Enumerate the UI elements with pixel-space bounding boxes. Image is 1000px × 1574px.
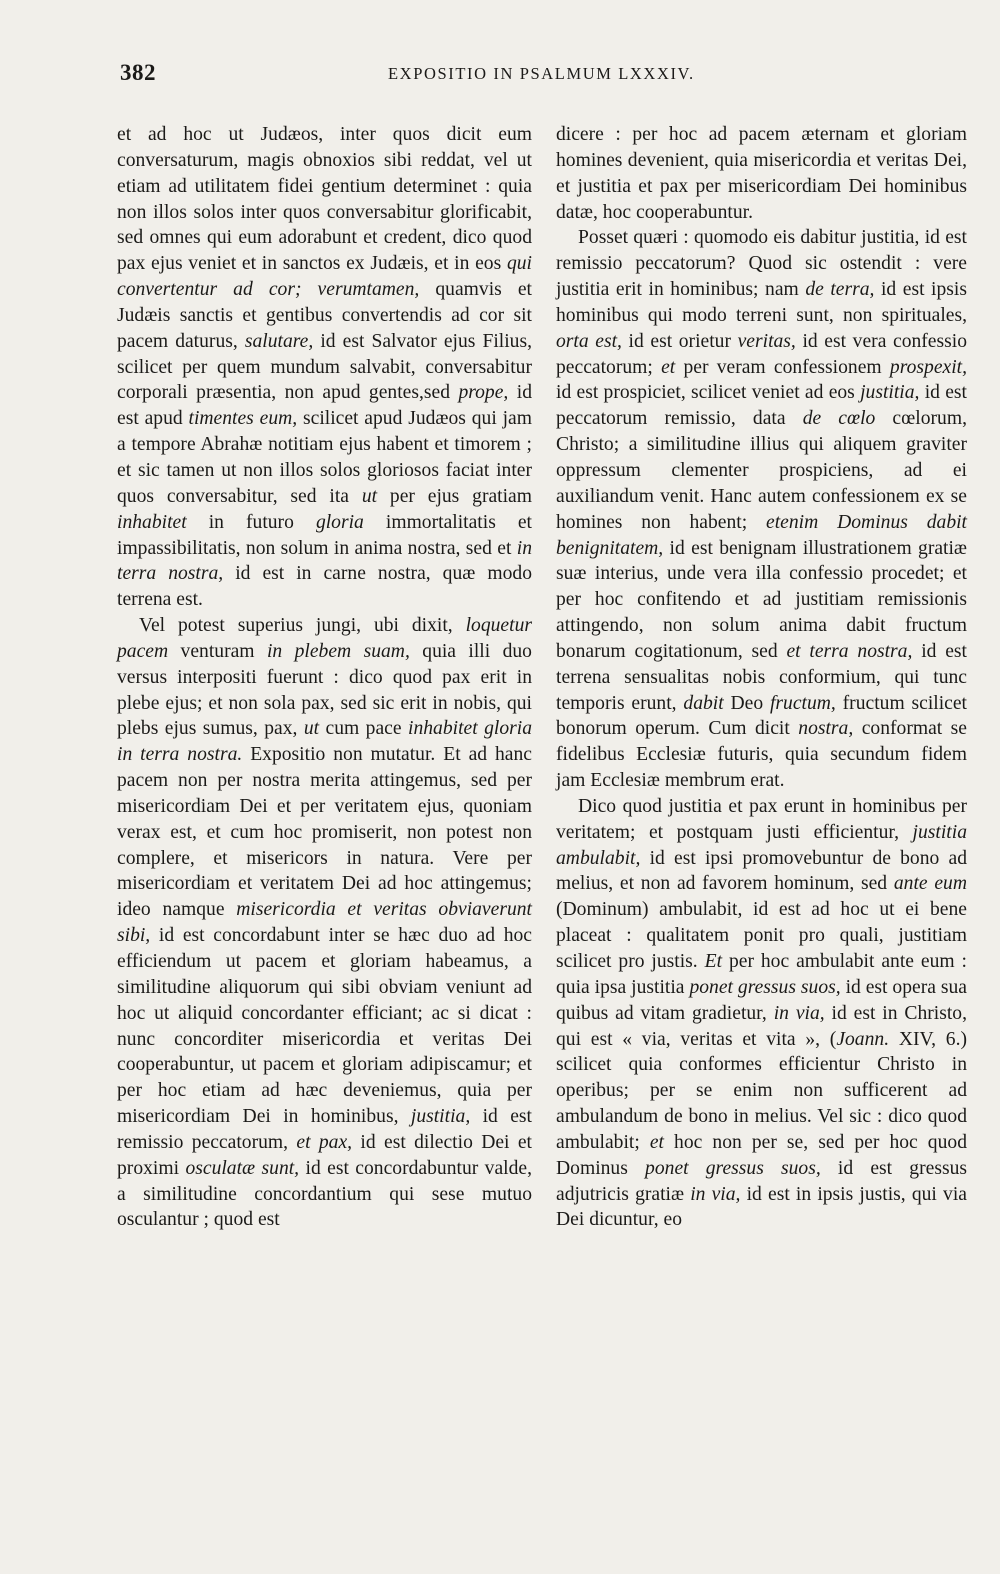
italic-run: in terra nostra, xyxy=(117,537,532,585)
text-run: id est in ipsis justis, qui via Dei dicuntur, eo xyxy=(556,1183,967,1231)
italic-run: et pax, xyxy=(296,1131,353,1153)
text-run: cum pace xyxy=(319,718,408,740)
text-run: id est remissio peccatorum, xyxy=(117,1106,532,1153)
italic-run: de cœlo xyxy=(802,408,876,430)
text-run: id est concordabuntur valde, a similitudine concordantium qui sese mutuo osculantur ; quod est xyxy=(117,1157,532,1231)
italic-run: gloria xyxy=(315,511,364,533)
italic-run: Et xyxy=(704,951,723,972)
text-run: et ad hoc ut Judæos, inter quos dicit eum conversaturum, magis obnoxios sibi reddat, vel ut etiam ad utilitatem fidei gentium determinet : quia non illos solos inter quos conversabitur glorificabit, sed omnes qui eum adorabunt et credent, dico quod pax ejus veniet et in sanctos ex Judæis, et in eos xyxy=(117,124,532,275)
italic-run: dabit xyxy=(683,692,724,714)
text-run: fructum scilicet bonorum operum. Cum dicit xyxy=(556,692,967,740)
italic-run: loquetur pacem xyxy=(117,615,532,662)
text-run: quia illi duo versus interpositi fuerunt : dico quod pax erit in plebe ejus; et non sola pax, sed sic erit in nobis, qui plebs ejus sumus, pax, xyxy=(117,640,532,740)
text-run: XIV, 6.) scilicet quia conformes efficientur Christo in operibus; per se enim non sufficerent ad ambulandum de bono in melius. Vel sic : dico quod ambulabit; xyxy=(556,1028,968,1153)
italic-run: ut xyxy=(361,485,378,507)
left-column xyxy=(117,122,532,1233)
italic-run: in plebem suam, xyxy=(266,640,410,662)
text-run: per ejus gratiam xyxy=(377,485,532,507)
italic-run: prope, xyxy=(458,382,509,404)
left-paragraph-2 xyxy=(117,613,532,1233)
italic-run: Joann. xyxy=(836,1028,890,1050)
italic-run: osculatæ sunt, xyxy=(185,1157,300,1179)
right-paragraph-3 xyxy=(556,794,967,1233)
text-run: id est concordabunt inter se hæc duo ad hoc efficiendum ut pacem et gloriam habeamus, a similitudine aliquorum qui sibi obviam veniunt ad hoc ut aliquid concordanter efficiant; ac si dicat : nunc concorditer misericordia et veritas Dei cooperabuntur, ut pacem et gloriam adipiscamur; et per hoc etiam ad hæc deveniemus, quia per misericordiam Dei in hominibus, xyxy=(117,925,532,1128)
text-run: scilicet apud Judæos qui jam a tempore Abrahæ notitiam ejus habent et timorem ; et sic tamen ut non illos solos gloriosos faciat inter quos conversabitur, sed ita xyxy=(117,408,532,507)
text-run: quamvis et Judæis sanctis et gentibus convertendis ad cor sit pacem daturus, xyxy=(117,279,532,352)
text-run: id est terrena sensualitas nobis conformium, qui tunc temporis erunt, xyxy=(556,640,967,714)
right-paragraph-1 xyxy=(556,122,967,225)
text-run: in futuro xyxy=(186,511,316,533)
text-run: per hoc ambulabit ante eum : quia ipsa justitia xyxy=(556,951,967,998)
italic-run: veritas, xyxy=(737,330,796,352)
italic-run: et xyxy=(649,1131,664,1153)
text-run: id est prospiciet, scilicet veniet ad eos xyxy=(556,382,861,404)
italic-run: salutare, xyxy=(244,330,314,352)
text-run: id est gressus adjutricis gratiæ xyxy=(556,1157,967,1205)
text-run: conformat se fidelibus Ecclesiæ futuris, quia secundum fidem jam Ecclesiæ membrum erat. xyxy=(556,718,968,792)
italic-run: timentes eum, xyxy=(188,408,298,430)
italic-run: nostra, xyxy=(798,718,854,740)
page-number: 382 xyxy=(120,60,156,85)
text-run: id est opera sua quibus ad vitam gradietur, xyxy=(556,976,967,1024)
text-run: id est dilectio Dei et proximi xyxy=(117,1131,532,1179)
italic-run: de terra, xyxy=(805,279,875,301)
text-run: id est ipsis hominibus qui modo terreni sunt, non spirituales, xyxy=(556,279,967,326)
text-run: id est vera confessio peccatorum; xyxy=(556,330,967,378)
text-run: id est ipsi promovebuntur de bono ad melius, et non ad favorem hominum, sed xyxy=(556,847,967,895)
text-run: id est orietur xyxy=(621,330,738,352)
italic-run: misericordia et veritas obviaverunt sibi, xyxy=(117,899,532,947)
right-column xyxy=(556,122,967,1233)
text-run: hoc non per se, sed per hoc quod Dominus xyxy=(556,1131,967,1179)
italic-run: prospexit, xyxy=(889,356,967,378)
text-run: dicere : per hoc ad pacem æternam et gloriam homines devenient, quia misericordia et veritas Dei, et justitia et pax per misericordiam Dei hominibus datæ, hoc cooperabuntur. xyxy=(556,124,967,223)
text-run: Vel potest superius jungi, ubi dixit, xyxy=(139,615,466,637)
italic-run: justitia ambulabit, xyxy=(556,821,967,869)
text-run: per veram confessionem xyxy=(675,356,890,378)
italic-run: in via, xyxy=(773,1002,825,1024)
text-run: Dico quod justitia et pax erunt in hominibus per veritatem; et postquam justi efficientur, xyxy=(556,795,967,843)
text-run: Deo xyxy=(723,692,770,714)
text-run: id est benignam illustrationem gratiæ suæ interius, unde vera illa confessio procedet; et per hoc confitendo et ad justitiam remissionis attingendo, non solum anima dabit fructum bonarum cogitationum, sed xyxy=(556,537,967,662)
italic-run: orta est, xyxy=(556,330,622,352)
text-run: Posset quæri : quomodo eis dabitur justitia, id est remissio peccatorum? Quod sic ostendit : vere justitia erit in hominibus; nam xyxy=(556,227,967,301)
italic-run: justitia, xyxy=(410,1106,471,1128)
italic-run: qui convertentur ad cor; verumtamen, xyxy=(117,253,532,301)
right-paragraph-2 xyxy=(556,225,967,794)
italic-run: in via, xyxy=(690,1183,741,1205)
text-run: id est in carne nostra, quæ modo terrena est. xyxy=(117,563,532,611)
italic-run: justitia, xyxy=(860,382,920,404)
running-title: EXPOSITIO IN PSALMUM LXXXIV. xyxy=(388,64,695,83)
text-run: id est peccatorum remissio, data xyxy=(556,382,967,430)
text-run: (Dominum) ambulabit, id est ad hoc ut ei bene placeat : qualitatem ponit pro quali, justitiam scilicet pro justis. xyxy=(556,899,967,972)
italic-run: ante eum xyxy=(893,873,967,895)
italic-run: ponet gressus suos, xyxy=(645,1157,821,1179)
italic-run: ut xyxy=(303,718,320,740)
text-run: cœlorum, Christo; a similitudine illius qui aliquem graviter oppressum clementer prospiciens, ad ei auxiliandum venit. Hanc autem confessionem ex se homines non habent; xyxy=(556,408,967,533)
italic-run: inhabitet gloria in terra nostra. xyxy=(117,718,532,766)
italic-run: et xyxy=(661,356,676,378)
italic-run: etenim Dominus dabit benignitatem, xyxy=(556,511,968,559)
italic-run: inhabitet xyxy=(117,511,187,533)
left-paragraph-1 xyxy=(117,122,532,613)
italic-run: ponet gressus suos, xyxy=(689,976,841,998)
text-run: id est Salvator ejus Filius, scilicet per quem mundum salvabit, conversabitur corporali præsentia, non apud gentes,sed xyxy=(117,330,532,404)
text-run: immortalitatis et impassibilitatis, non solum in anima nostra, sed et xyxy=(117,511,532,559)
italic-run: et terra nostra, xyxy=(786,640,913,662)
text-run: venturam xyxy=(168,640,267,662)
text-run: id est apud xyxy=(117,382,533,430)
italic-run: fructum, xyxy=(769,692,836,714)
text-run: id est in Christo, qui est « via, veritas et vita », ( xyxy=(556,1002,967,1050)
text-run: Expositio non mutatur. Et ad hanc pacem non per nostra merita attingemus, sed per misericordiam Dei et per veritatem ejus, quoniam verax est, et cum hoc promiserit, non potest non complere, et misericors in natura. Vere per misericordiam et veritatem Dei ad hoc attingemus; ideo namque xyxy=(117,744,532,921)
